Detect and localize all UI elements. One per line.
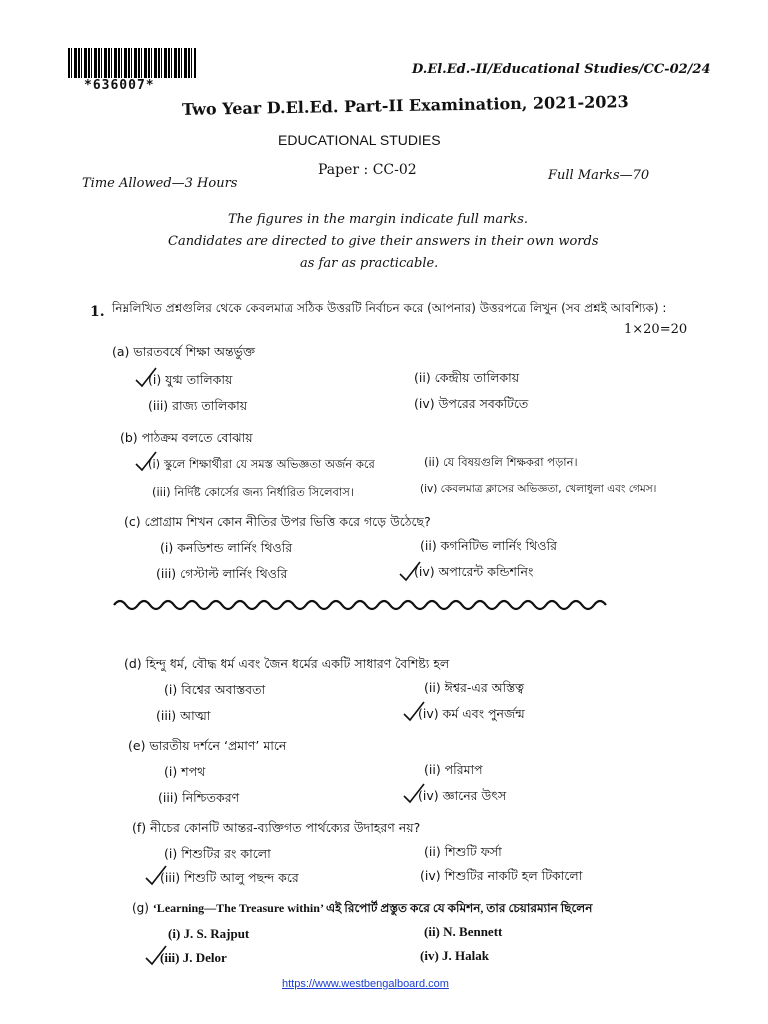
exam-title: Two Year D.El.Ed. Part-II Examination, 2021-2023 [181, 92, 629, 119]
subquestion-text: পাঠক্রম বলতে বোঝায় [141, 430, 253, 445]
question-number: 1. [90, 304, 105, 320]
option-f-iii: (iii) শিশুটি আলু পছন্দ করে [160, 870, 299, 885]
barcode [68, 48, 196, 78]
question-marks: 1×20=20 [624, 322, 688, 337]
footer-link[interactable]: https://www.westbengalboard.com [282, 978, 449, 990]
option-e-ii: (ii) পরিমাপ [424, 762, 483, 777]
option-f-i: (i) শিশুটির রং কালো [164, 846, 271, 861]
option-b-iii: (iii) নির্দিষ্ট কোর্সের জন্য নির্ধারিত সিলেবাস। [152, 485, 354, 499]
option-f-ii: (ii) শিশুটি ফর্সা [424, 844, 502, 859]
instruction-line-3: as far as practicable. [300, 256, 439, 271]
option-g-ii: (ii) N. Bennett [424, 924, 503, 939]
option-g-iii: (iii) J. Delor [160, 950, 227, 965]
paper-code: D.El.Ed.-II/Educational Studies/CC-02/24 [412, 62, 711, 77]
option-a-ii: (ii) কেন্দ্রীয় তালিকায় [414, 370, 520, 385]
subquestion-a [112, 344, 255, 364]
paper-label: Paper : CC-02 [318, 162, 417, 178]
subquestion-text: নীচের কোনটি আন্তর-ব্যক্তিগত পার্থক্যের উদাহরণ নয়? [150, 820, 421, 835]
option-g-i: (i) J. S. Rajput [168, 926, 250, 941]
subquestion-g [132, 900, 592, 920]
option-g-iv: (iv) J. Halak [420, 948, 489, 963]
option-c-i: (i) কনডিশন্ড লার্নিং থিওরি [160, 540, 293, 555]
handwritten-tick-mark [402, 700, 426, 722]
option-c-iv: (iv) অপারেন্ট কন্ডিশনিং [414, 564, 534, 579]
option-d-ii: (ii) ঈশ্বর-এর অস্তিত্ব [424, 680, 524, 695]
option-d-iv: (iv) কর্ম এবং পুনর্জন্ম [418, 706, 525, 721]
question-text: নিম্নলিখিত প্রশ্নগুলির থেকে কেবলমাত্র সঠিক উত্তরটি নির্বাচন করে (আপনার) উত্তরপত্রে লিখুন (সব প্রশ্নই আবশ্যিক) : [112, 301, 667, 315]
subquestion-label: (f) [132, 820, 147, 835]
instruction-line-2: Candidates are directed to give their answers in their own words [168, 234, 599, 249]
decorative-separator [112, 596, 610, 612]
subject-title: EDUCATIONAL STUDIES [278, 132, 441, 148]
subquestion-b [120, 430, 253, 450]
handwritten-tick-mark [134, 366, 158, 388]
option-e-iv: (iv) জ্ঞানের উৎস [418, 788, 507, 803]
subquestion-label: (b) [120, 430, 138, 445]
handwritten-tick-mark [144, 944, 168, 966]
instruction-line-1: The figures in the margin indicate full marks. [228, 212, 529, 227]
separator-pattern [112, 596, 610, 612]
option-c-ii: (ii) কগনিটিভ লার্নিং থিওরি [420, 538, 557, 553]
subquestion-f [132, 820, 420, 840]
subquestion-label: (e) [128, 738, 146, 753]
option-a-i: (i) যুগ্ম তালিকায় [148, 372, 233, 387]
time-allowed: Time Allowed—3 Hours [82, 176, 238, 191]
handwritten-tick-mark [134, 450, 158, 472]
option-a-iii: (iii) রাজ্য তালিকায় [148, 398, 248, 413]
subquestion-text: হিন্দু ধর্ম, বৌদ্ধ ধর্ম এবং জৈন ধর্মের একটি সাধারণ বৈশিষ্ট্য হল [145, 656, 450, 671]
option-a-iv: (iv) উপরের সবকটিতে [414, 396, 529, 411]
handwritten-tick-mark [144, 864, 168, 886]
subquestion-label: (c) [124, 514, 141, 529]
subquestion-c [124, 514, 431, 534]
option-b-ii: (ii) যে বিষয়গুলি শিক্ষকরা পড়ান। [424, 455, 578, 469]
option-e-iii: (iii) নিশ্চিতকরণ [158, 790, 240, 805]
subquestion-text: ‘Learning—The Treasure within’ এই রিপোর্ট প্রস্তুত করে যে কমিশন, তার চেয়ারম্যান ছিলেন [152, 901, 593, 915]
subquestion-d [124, 656, 449, 676]
handwritten-tick-mark [402, 782, 426, 804]
option-f-iv: (iv) শিশুটির নাকটি হল টিকালো [420, 868, 583, 883]
subquestion-e [128, 738, 286, 758]
subquestion-text: ভারতীয় দর্শনে ‘প্রমাণ’ মানে [149, 738, 287, 753]
option-b-iv: (iv) কেবলমাত্র ক্লাসের অভিজ্ঞতা, খেলাধুলা এবং গেমস। [420, 483, 657, 495]
subquestion-text: ভারতবর্ষে শিক্ষা অন্তর্ভুক্ত [133, 344, 256, 359]
subquestion-label: (d) [124, 656, 142, 671]
option-b-i: (i) স্কুলে শিক্ষার্থীরা যে সমস্ত অভিজ্ঞতা অর্জন করে [148, 457, 375, 471]
option-d-i: (i) বিশ্বের অবাস্তবতা [164, 682, 266, 697]
subquestion-label: (a) [112, 344, 130, 359]
barcode-number: *636007* [84, 78, 155, 93]
handwritten-tick-mark [398, 560, 422, 582]
subquestion-label: (g) [132, 901, 149, 915]
subquestion-text: প্রোগ্রাম শিখন কোন নীতির উপর ভিত্তি করে গড়ে উঠেছে? [144, 514, 431, 529]
option-c-iii: (iii) গেস্টাল্ট লার্নিং থিওরি [156, 566, 288, 581]
option-d-iii: (iii) আত্মা [156, 708, 211, 723]
full-marks: Full Marks—70 [548, 168, 650, 183]
option-e-i: (i) শপথ [164, 764, 206, 779]
